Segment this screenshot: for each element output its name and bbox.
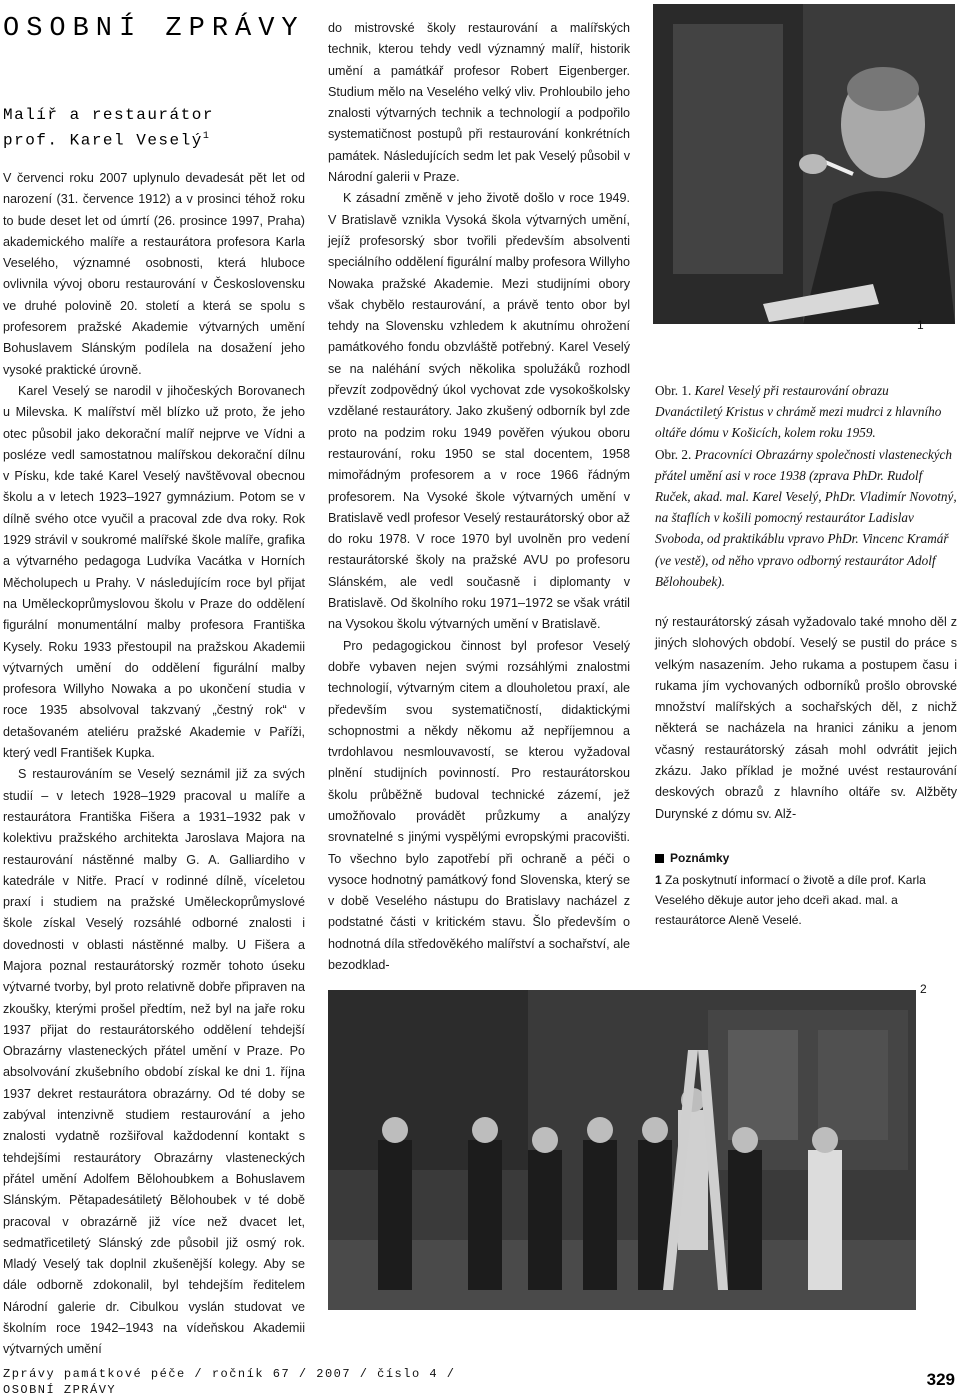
- caption-2: [655, 444, 957, 592]
- running-footer: [3, 1366, 455, 1398]
- text-column-1: [3, 168, 305, 1357]
- caption-label: Obr. 1.: [655, 383, 692, 398]
- figure-2-number: 2: [920, 982, 927, 996]
- caption-text: Pracovníci Obrazárny společnosti vlasteneckých přátel umění asi v roce 1938 (zprava PhDr. Rudolf Ruček, akad. mal. Karel Veselý, PhDr. Vladimír Novotný, na štaflích v košili pomocný restaurátor Ladislav Svoboda, od praktikáblu vpravo PhDr. Vincenc Kramář (ve vestě), od něho vpravo odborný restaurátor Adolf Bělohoubek).: [655, 446, 957, 589]
- notes-section: [655, 848, 957, 930]
- note-text: Za poskytnutí informací o životě a díle prof. Karla Veselého děkuje autor jeho dceři akad. mal. a restaurátorce Aleně Veselé.: [655, 873, 926, 927]
- figure-1-number: 1: [917, 318, 924, 332]
- paragraph: K zásadní změně v jeho životě došlo v roce 1949. V Bratislavě vznikla Vysoká škola výtvarných umění, jejíž profesorský sbor tvořili především absolventi speciálního oddělení figurální malby profesora Willyho Nowaka pražské Akademie. Mezi studijními obory však chybělo restaurování, a právě tento obor byl tehdy na Slovensku vzhledem k akutnímu ohrožení památkového fondu obzvláště potřebný. Karel Veselý se na naléhání svých několika spolužáků rozhodl převzít zodpovědný úkol vychovat zde vysokoškolsky vzdělané restaurátory. Jako zkušený odborník byl zde proto na podzim roku 1949 pověřen výukou oboru restaurování, roku 1950 se stal docentem, 1958 mimořádným profesorem a v roce 1966 řádným profesorem. Na Vysoké škole výtvarných umění v Bratislavě vedl profesor Veselý restaurátorský obor až do roku 1978. V roce 1970 byl uvolněn pro vedení restaurátorské školy na pražské AVU po profesoru Slánském, ale vedl současně i diplomanty v Bratislavě. Od školního roku 1971–1972 se však vrátil na Vysokou školu výtvarných umění v Bratislavě.: [328, 191, 630, 632]
- note-number: 1: [655, 873, 662, 887]
- page-number: 329: [926, 1370, 955, 1389]
- text-column-2: [328, 18, 630, 973]
- paragraph: V červenci roku 2007 uplynulo devadesát pět let od narození (31. července 1912) a v prosinci téhož roku to bude deset let od úmrtí (26. prosince 1997, Praha) akademického malíře a restaurátora profesora Karla Veselého, významné osobnosti, která hluboce ovlivnila vývoj oboru restaurování v Československu ve druhé polovině 20. století a která se spolu s profesorem pražské Akademie výtvarných umění Bohuslavem Slánským podílela na dosažení jeho vysoké praktické úrovně.: [3, 171, 305, 377]
- paragraph: Karel Veselý se narodil v jihočeských Borovanech u Milevska. K malířství měl blízko už proto, že jeho otec působil jako dekorační malíř nejprve ve Vídni a posléze vedl samostatnou malířskou dekorační dílnu v Písku, kde také Karel Veselý navštěvoval obecnou školu a v letech 1923–1927 gymnázium. Potom se v dílně svého otce vyučil a pracoval zde dva roky. Rok 1929 strávil v soukromé malířské škole malíře, grafika a výtvarného pedagoga Ludvíka Vacátka v Horních Měcholupech u Prahy. V následujícím roce byl přijat na Uměleckoprůmyslovou školu v Praze do oddělení figurální monumentální malby profesora Františka Kysely. Roku 1933 přestoupil na pražskou Akademii výtvarných umění do oddělení figurální malby profesora Willyho Nowaka a po ukončení studia v roce 1935 absolvoval takzvaný „čestný rok“ v detašovaném ateliéru pražské Akademie v Paříži, který vedl František Kupka.: [3, 383, 305, 761]
- article-person-line: [3, 126, 303, 151]
- notes-heading: [655, 848, 957, 868]
- notes-heading-text: Poznámky: [670, 851, 730, 865]
- paragraph: do mistrovské školy restaurování a malířských technik, kterou tehdy vedl významný malíř, historik umění a památkář profesor Robert Eigenberger. Studium mělo na Veselého velký vliv. Prohloubilo jeho znalosti výtvarných technik a technologií a podpořilo systematičnost postupů při restaurování konkrétních památek. Následujících sedm let pak Veselý působil v Národní galerii v Praze.: [328, 21, 630, 185]
- paragraph: ný restaurátorský zásah vyžadovalo také mnoho děl z jiných slohových období. Veselý se pustil do práce s velkým nasazením. Jeho rukama a postupem času i rukama jím vychovaných odborníků prošlo obrovské množství malířských a sochařských děl, z nichž některá se nacházela na hranici zániku a jenom včasný restaurátorský zásah mohl odvrátit jejich zkázu. Jako příklad je možné uvést restaurování deskových obrazů z hlavního oltáře sv. Alžběty Durynské z dómu sv. Alž-: [655, 615, 957, 821]
- journal-reference: Zprávy památkové péče / ročník 67 / 2007 / číslo 4 /: [3, 1367, 456, 1381]
- paragraph: S restaurováním se Veselý seznámil již za svých studií – v letech 1928–1929 pracoval u malíře a restaurátora Františka Fišera a 1931–1932 pak v kolektivu pražského architekta Jaroslava Majora na restaurování nástěnné malby G. A. Galliardiho v katedrále v Nitře. Prací v rodinné dílně, víceletou praxí i studiem na pražské Uměleckoprůmyslové škole získal Veselý rozsáhlé odborné znalosti i dovednosti v oblasti nástěnné malby. U Fišera a Majora poznal restaurátorský rozměr tohoto úseku výtvarné tvorby, byl proto relativně dobře připraven na zkoušky, kterými prošel předtím, než byl na jaře roku 1937 přijat do restaurátorského oddělení tehdejší Obrazárny vlasteneckých přátel umění v Praze. Po absolvování zkušebního období získal ke dni 1. října 1937 dekret restaurátora obrazárny. Od té doby se zabýval intenzivně studiem restaurování a jeho znalosti vydatně rozšiřoval každodenní kontakt s tehdejšími restaurátory Obrazárny vlasteneckých přátel umění Adolfem Bělohoubkem a Bohuslavem Slánským. Pětapadesátiletý Bělohoubek v té době pracoval v obrazárně již více než dvacet let, sedmatřicetiletý Slánský zde působil již osmý rok. Mladý Veselý tak doplnil zkušenější kolegy. Aby se dále odborně zdokonalil, byl tehdejším ředitelem Národní galerie dr. Cibulkou vyslán studovat ve školním roce 1942–1943 na vídeňskou Akademii výtvarných umění: [3, 767, 305, 1357]
- photo-2-illustration: [328, 990, 916, 1310]
- footnote-ref: 1: [202, 131, 209, 142]
- square-bullet-icon: [655, 854, 664, 863]
- text-column-3: [655, 612, 957, 821]
- article-heading: [3, 104, 303, 151]
- photo-gallery-staff-group: [328, 990, 916, 1310]
- article-kicker: Malíř a restaurátor: [3, 106, 214, 124]
- caption-label: Obr. 2.: [655, 446, 692, 462]
- section-title: OSOBNÍ ZPRÁVY: [3, 14, 305, 44]
- figure-captions: [655, 380, 957, 592]
- paragraph: Pro pedagogickou činnost byl profesor Veselý dobře vybaven nejen svými rozsáhlými znalostmi technologií, výtvarným citem a dlouholetou praxí, ale především svou systematičností, didaktickými schopnostmi a někdy někomu až nepříjemnou a tvrdohlavou nesmlouvavostí, se kterou vyžadoval plnění studijních povinností. Pro restaurátorskou školu průběžně budoval technické zázemí, jež umožňovalo provádět průzkumy a analýzy srovnatelné s jinými vyspělými evropskými pracovišti. To všechno bylo zapotřebí při ochraně a péči o vysoce hodnotný památkový fond Slovenska, který se v době Veselého nástupu do Bratislavy nacházel z podstatné části v kritickém stavu. Šlo především o hodnotná díla středověkého malířství a sochařství, ale bezodklad-: [328, 638, 630, 973]
- caption-text: Karel Veselý při restaurování obrazu Dvanáctiletý Kristus v chrámě mezi mudrci z hlavního oltáře dómu v Košicích, kolem roku 1959.: [655, 383, 942, 441]
- footer-section-name: OSOBNÍ ZPRÁVY: [3, 1383, 117, 1397]
- caption-1: [655, 380, 957, 444]
- note-item: [655, 870, 957, 930]
- photo-1-illustration: [653, 4, 955, 324]
- photo-restorer-at-work: [653, 4, 955, 324]
- article-person-name: prof. Karel Veselý: [3, 131, 203, 150]
